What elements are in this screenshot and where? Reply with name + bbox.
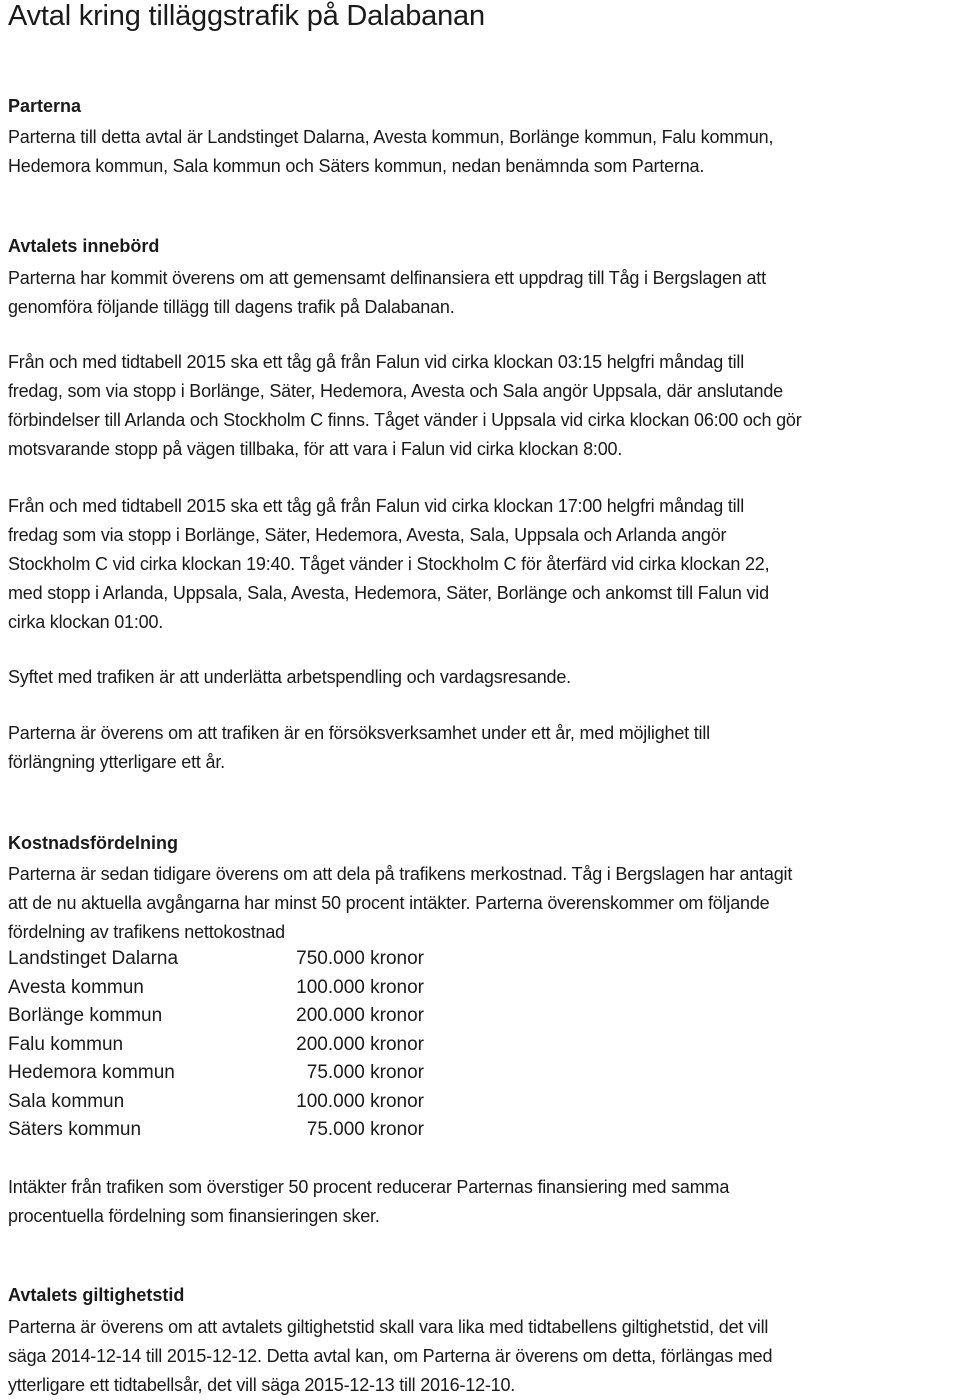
party-amount: 75.000 kronor (306, 1062, 424, 1083)
text-line: Parterna har kommit överens om att gemensamt delfinansiera ett uppdrag till Tåg i Bergslagen att (8, 268, 766, 288)
text-line: fredag som via stopp i Borlänge, Säter, Hedemora, Avesta, Sala, Uppsala och Arlanda angör (8, 525, 727, 545)
paragraph-parterna (8, 123, 953, 181)
paragraph-giltighetstid (8, 1313, 953, 1400)
table-row (8, 945, 448, 974)
heading-avtalets-innebord: Avtalets innebörd (8, 236, 160, 256)
text-line: Från och med tidtabell 2015 ska ett tåg gå från Falun vid cirka klockan 17:00 helgfri måndag till (8, 496, 745, 516)
text-line: cirka klockan 01:00. (8, 612, 164, 632)
text-line: fredag, som via stopp i Borlänge, Säter, Hedemora, Avesta och Sala angör Uppsala, där anslutande (8, 381, 783, 401)
text-line: fördelning av trafikens nettokostnad (8, 922, 285, 942)
party-amount: 200.000 kronor (296, 1033, 424, 1055)
party-name: Falu kommun (8, 1033, 124, 1055)
text-line: genomföra följande tillägg till dagens trafik på Dalabanan. (8, 297, 455, 317)
table-row (8, 1002, 448, 1031)
paragraph-evening-train (8, 492, 953, 637)
table-row (8, 1116, 448, 1145)
text-line: förlängning ytterligare ett år. (8, 752, 225, 772)
heading-parterna: Parterna (8, 96, 82, 116)
table-row (8, 974, 448, 1003)
text-line: Hedemora kommun, Sala kommun och Säters kommun, nedan benämnda som Parterna. (8, 156, 705, 176)
paragraph-kostnadsfordelning (8, 860, 953, 947)
paragraph-intakter (8, 1173, 953, 1231)
text-line: med stopp i Arlanda, Uppsala, Sala, Avesta, Hedemora, Säter, Borlänge och ankomst till Falun vid (8, 583, 769, 603)
text-line: att de nu aktuella avgångarna har minst 50 procent intäkter. Parterna överenskommer om följande (8, 893, 770, 913)
party-name: Hedemora kommun (8, 1062, 175, 1083)
text-line: Parterna är sedan tidigare överens om att dela på trafikens merkostnad. Tåg i Bergslagen har antagit (8, 864, 793, 884)
party-name: Säters kommun (8, 1119, 142, 1140)
heading-kostnadsfordelning: Kostnadsfördelning (8, 833, 178, 853)
cost-distribution-table (8, 945, 448, 1145)
paragraph-syfte (8, 663, 953, 692)
party-name: Sala kommun (8, 1090, 125, 1112)
text-line: Intäkter från trafiken som överstiger 50 procent reducerar Parternas finansiering med samma (8, 1177, 730, 1197)
text-line: Parterna är överens om att trafiken är en försöksverksamhet under ett år, med möjlighet till (8, 723, 710, 743)
text-line: Syftet med trafiken är att underlätta arbetspendling och vardagsresande. (8, 667, 571, 687)
text-line: procentuella fördelning som finansieringen sker. (8, 1206, 380, 1226)
party-name: Avesta kommun (8, 976, 144, 998)
paragraph-innebord (8, 264, 953, 322)
text-line: ytterligare ett tidtabellsår, det vill säga 2015-12-13 till 2016-12-10. (8, 1375, 516, 1395)
party-amount: 200.000 kronor (296, 1005, 424, 1026)
party-amount: 100.000 kronor (296, 976, 424, 998)
document-title: Avtal kring tilläggstrafik på Dalabanan (8, 0, 485, 32)
paragraph-forsoksverksamhet (8, 719, 953, 777)
text-line: Parterna till detta avtal är Landstinget Dalarna, Avesta kommun, Borlänge kommun, Falu kommun, (8, 127, 774, 147)
party-name: Landstinget Dalarna (8, 948, 179, 969)
party-amount: 75.000 kronor (306, 1119, 424, 1140)
text-line: Från och med tidtabell 2015 ska ett tåg gå från Falun vid cirka klockan 03:15 helgfri måndag till (8, 352, 745, 372)
party-amount: 100.000 kronor (296, 1090, 424, 1112)
text-line: säga 2014-12-14 till 2015-12-12. Detta avtal kan, om Parterna är överens om detta, förlängas med (8, 1346, 773, 1366)
table-row (8, 1088, 448, 1117)
table-row (8, 1031, 448, 1060)
text-line: Stockholm C vid cirka klockan 19:40. Tåget vänder i Stockholm C för återfärd vid cirka klockan 22, (8, 554, 770, 574)
heading-giltighetstid: Avtalets giltighetstid (8, 1285, 185, 1305)
table-row (8, 1059, 448, 1088)
party-amount: 750.000 kronor (296, 948, 424, 969)
paragraph-morning-train (8, 348, 953, 464)
party-name: Borlänge kommun (8, 1005, 163, 1026)
text-line: Parterna är överens om att avtalets giltighetstid skall vara lika med tidtabellens giltighetstid, det vill (8, 1317, 769, 1337)
text-line: motsvarande stopp på vägen tillbaka, för att vara i Falun vid cirka klockan 8:00. (8, 439, 623, 459)
text-line: förbindelser till Arlanda och Stockholm C finns. Tåget vänder i Uppsala vid cirka klockan 06:00 och gör (8, 410, 802, 430)
